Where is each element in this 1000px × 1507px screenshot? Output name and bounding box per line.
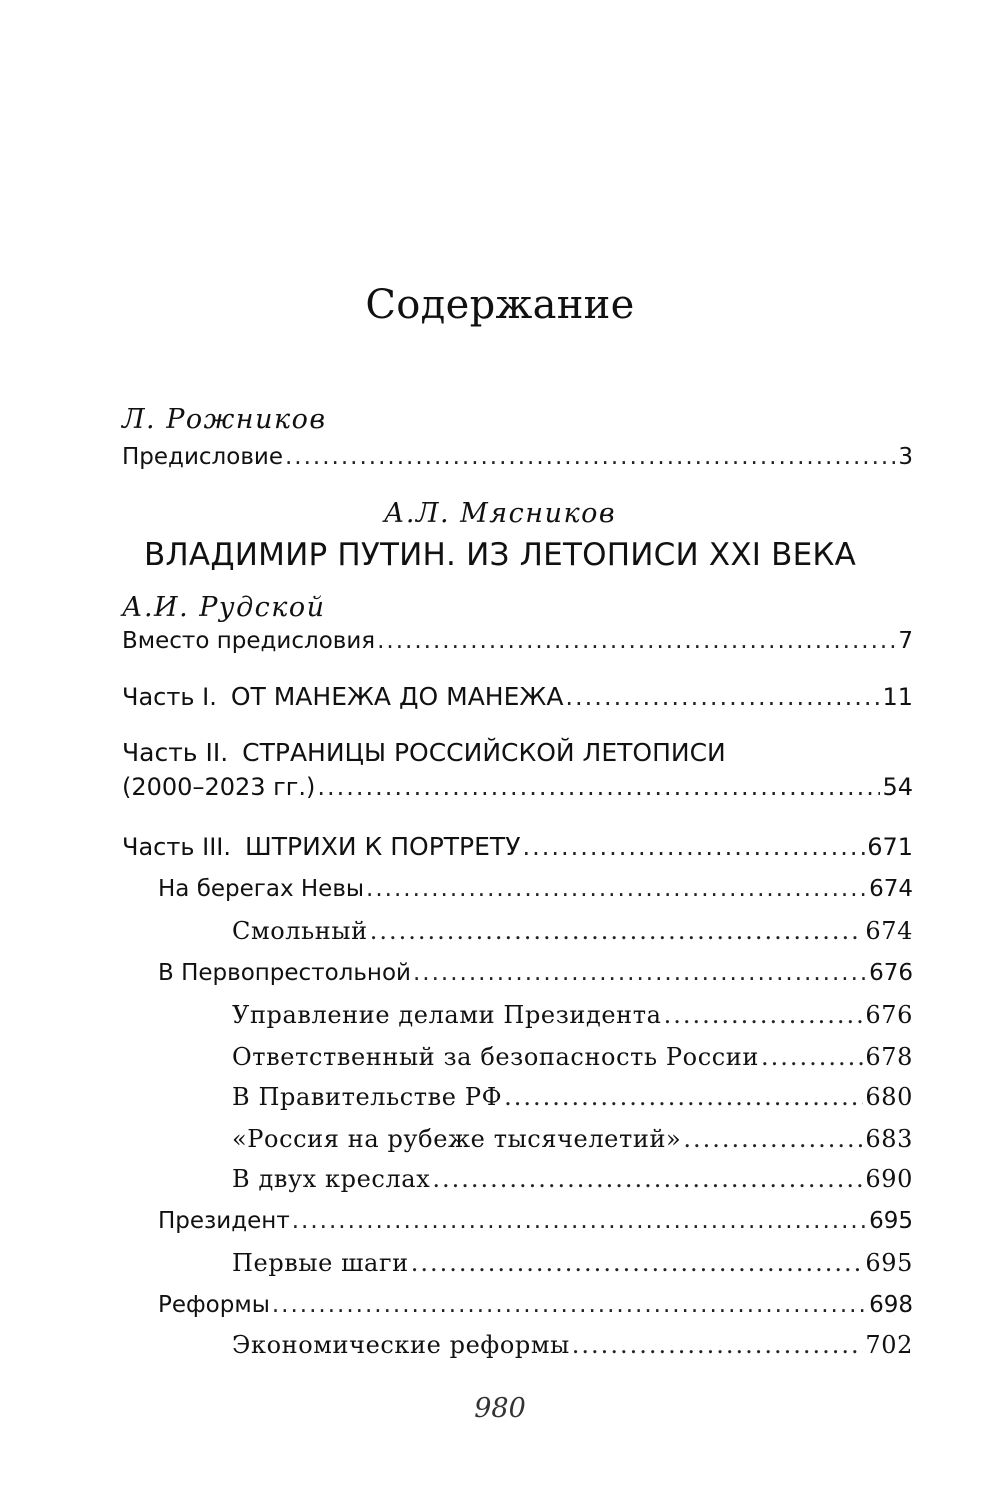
toc-entry-label: Экономические реформы bbox=[232, 1331, 570, 1359]
dot-leader bbox=[285, 440, 896, 474]
toc-entry[interactable] bbox=[158, 1204, 913, 1238]
part-title-cont: (2000–2023 гг.) bbox=[122, 773, 316, 801]
toc-entry[interactable] bbox=[158, 956, 913, 990]
dot-leader bbox=[411, 1246, 864, 1280]
toc-entry-page: 695 bbox=[869, 1208, 913, 1234]
part-title: ШТРИХИ К ПОРТРЕТУ bbox=[244, 832, 521, 861]
toc-entry-page: 683 bbox=[865, 1125, 913, 1153]
dot-leader bbox=[370, 914, 864, 948]
toc-entry[interactable] bbox=[122, 440, 913, 474]
toc-entry-page: 702 bbox=[865, 1331, 913, 1359]
toc-entry-page: 695 bbox=[865, 1249, 913, 1277]
toc-entry-page: 11 bbox=[882, 683, 913, 711]
dot-leader bbox=[292, 1204, 867, 1238]
toc-entry-label: В двух креслах bbox=[232, 1165, 431, 1193]
dot-leader bbox=[761, 1040, 863, 1074]
toc-entry[interactable] bbox=[232, 1328, 913, 1362]
dot-leader bbox=[565, 680, 880, 714]
toc-entry-label: Первые шаги bbox=[232, 1249, 409, 1277]
part-title: СТРАНИЦЫ РОССИЙСКОЙ ЛЕТОПИСИ bbox=[242, 738, 726, 767]
toc-entry-label: На берегах Невы bbox=[158, 876, 365, 902]
toc-entry-label: «Россия на рубеже тысячелетий» bbox=[232, 1125, 682, 1153]
toc-entry-label: Управление делами Президента bbox=[232, 1001, 662, 1029]
toc-entry-label: В Правительстве РФ bbox=[232, 1083, 503, 1111]
dot-leader bbox=[432, 1162, 863, 1196]
toc-entry[interactable] bbox=[122, 624, 913, 658]
dot-leader bbox=[504, 1080, 863, 1114]
toc-entry[interactable] bbox=[232, 1080, 913, 1114]
toc-entry[interactable] bbox=[232, 998, 913, 1032]
dot-leader bbox=[683, 1122, 863, 1156]
toc-entry-page: 676 bbox=[865, 1001, 913, 1029]
part-title: ОТ МАНЕЖА ДО МАНЕЖА bbox=[230, 682, 564, 711]
toc-entry[interactable] bbox=[232, 1040, 913, 1074]
toc-entry-page: 698 bbox=[869, 1292, 913, 1318]
toc-entry-label: Предисловие bbox=[122, 444, 283, 470]
toc-entry-page: 674 bbox=[869, 876, 913, 902]
dot-leader bbox=[522, 830, 865, 864]
toc-entry-page: 54 bbox=[882, 773, 913, 801]
toc-entry-label: Президент bbox=[158, 1208, 290, 1234]
dot-leader bbox=[413, 956, 867, 990]
toc-entry[interactable] bbox=[232, 1162, 913, 1196]
author-myasnikov: А.Л. Мясников bbox=[383, 498, 617, 529]
dot-leader bbox=[572, 1328, 864, 1362]
toc-entry-page: 3 bbox=[898, 444, 913, 470]
dot-leader bbox=[317, 770, 880, 804]
dot-leader bbox=[272, 1288, 867, 1322]
toc-entry-label: В Первопрестольной bbox=[158, 960, 411, 986]
toc-entry-page: 678 bbox=[865, 1043, 913, 1071]
toc-entry-page: 7 bbox=[898, 628, 913, 654]
toc-entry-page: 671 bbox=[867, 833, 913, 861]
toc-part-2-heading[interactable] bbox=[122, 736, 726, 770]
toc-entry-page: 690 bbox=[865, 1165, 913, 1193]
toc-part-1[interactable] bbox=[122, 680, 913, 714]
dot-leader bbox=[377, 624, 896, 658]
toc-part-2[interactable] bbox=[122, 770, 913, 804]
toc-entry-label: Смольный bbox=[232, 917, 368, 945]
toc-entry-label: Вместо предисловия bbox=[122, 628, 376, 654]
dot-leader bbox=[366, 872, 867, 906]
author-rozhnikov: Л. Рожников bbox=[122, 404, 327, 435]
book-title: ВЛАДИМИР ПУТИН. ИЗ ЛЕТОПИСИ XXI ВЕКА bbox=[143, 537, 857, 573]
part-number: Часть III. bbox=[122, 833, 231, 861]
toc-entry[interactable] bbox=[232, 1246, 913, 1280]
page-title: Содержание bbox=[365, 282, 635, 328]
toc-part-3[interactable] bbox=[122, 830, 913, 864]
part-number: Часть II. bbox=[122, 738, 229, 767]
page-number: 980 bbox=[474, 1393, 526, 1424]
toc-entry-page: 676 bbox=[869, 960, 913, 986]
toc-entry-label: Реформы bbox=[158, 1292, 270, 1318]
toc-entry-page: 680 bbox=[865, 1083, 913, 1111]
part-number: Часть I. bbox=[122, 683, 217, 711]
toc-entry[interactable] bbox=[232, 914, 913, 948]
toc-entry[interactable] bbox=[158, 872, 913, 906]
toc-entry-label: Ответственный за безопасность России bbox=[232, 1043, 759, 1071]
author-rudskoy: А.И. Рудской bbox=[122, 592, 326, 623]
toc-entry[interactable] bbox=[232, 1122, 913, 1156]
dot-leader bbox=[664, 998, 864, 1032]
toc-entry[interactable] bbox=[158, 1288, 913, 1322]
toc-entry-page: 674 bbox=[865, 917, 913, 945]
